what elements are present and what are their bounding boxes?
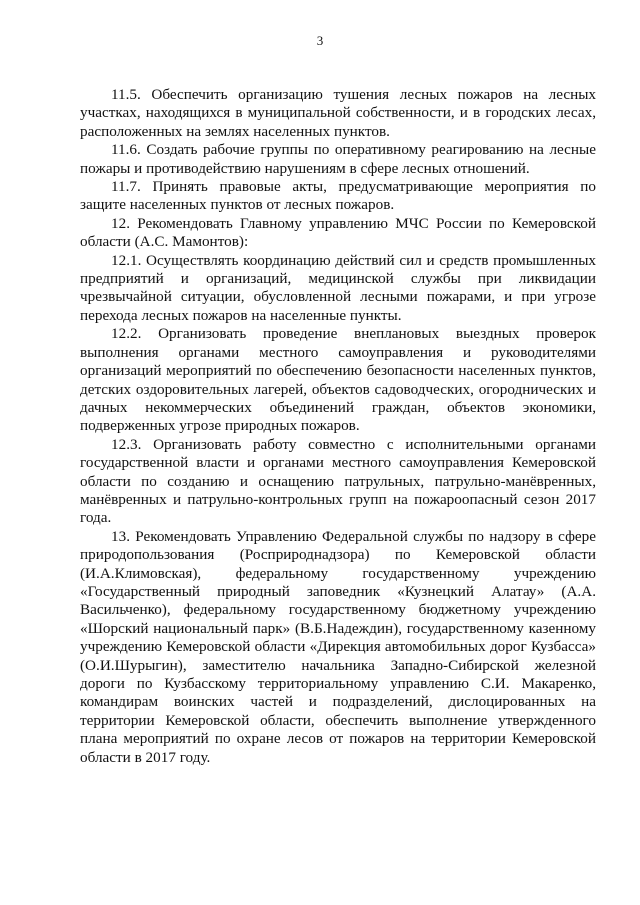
- document-body: [80, 86, 596, 767]
- paragraph-12-3: 12.3. Организовать работу совместно с исполнительными органами государственной власти и органами местного самоуправления Кемеровской области по созданию и оснащению патрульных, патрульно-манёвренных, манёвренных и патрульно-контрольных групп на пожароопасный сезон 2017 года.: [80, 435, 596, 527]
- paragraph-12-2: 12.2. Организовать проведение внеплановых выездных проверок выполнения органами местного самоуправления и руководителями организаций мероприятий по обеспечению безопасности населенных пунктов, детских оздоровительных лагерей, объектов садоводческих, огороднических и дачных некоммерческих объединений граждан, объектов экономики, подверженных угрозе природных пожаров.: [80, 325, 596, 435]
- paragraph-12: 12. Рекомендовать Главному управлению МЧС России по Кемеровской области (А.С. Мамонтов):: [80, 214, 596, 251]
- paragraph-11-7: 11.7. Принять правовые акты, предусматривающие мероприятия по защите населенных пунктов от лесных пожаров.: [80, 178, 596, 214]
- paragraph-11-6: 11.6. Создать рабочие группы по оперативному реагированию на лесные пожары и противодействию нарушениям в сфере лесных отношений.: [80, 141, 596, 177]
- page-number: 3: [316, 33, 324, 48]
- paragraph-11-5: 11.5. Обеспечить организацию тушения лесных пожаров на лесных участках, находящихся в муниципальной собственности, и в городских лесах, расположенных на землях населенных пунктов.: [80, 86, 596, 140]
- paragraph-13: 13. Рекомендовать Управлению Федеральной службы по надзору в сфере природопользования (Росприроднадзора) по Кемеровской области (И.А.Климовская), федеральному государственному учреждению «Государственный природный заповедник «Кузнецкий Алатау» (А.А. Васильченко), федеральному государственному бюджетному учреждению «Шорский национальный парк» (В.Б.Надеждин), государственному казенному учреждению Кемеровской области «Дирекция автомобильных дорог Кузбасса» (О.И.Шурыгин), заместителю начальника Западно-Сибирской железной дороги по Кузбасскому территориальному управлению С.И. Макаренко, командирам воинских частей и подразделений, дислоцированных на территории Кемеровской области, обеспечить выполнение утвержденного плана мероприятий по охране лесов от пожаров на территории Кемеровской области в 2017 году.: [80, 527, 596, 766]
- paragraph-12-1: 12.1. Осуществлять координацию действий сил и средств промышленных предприятий и организаций, медицинской службы при ликвидации чрезвычайной ситуации, обусловленной лесными пожарами, и при угрозе перехода лесных пожаров на населенные пункты.: [80, 251, 596, 324]
